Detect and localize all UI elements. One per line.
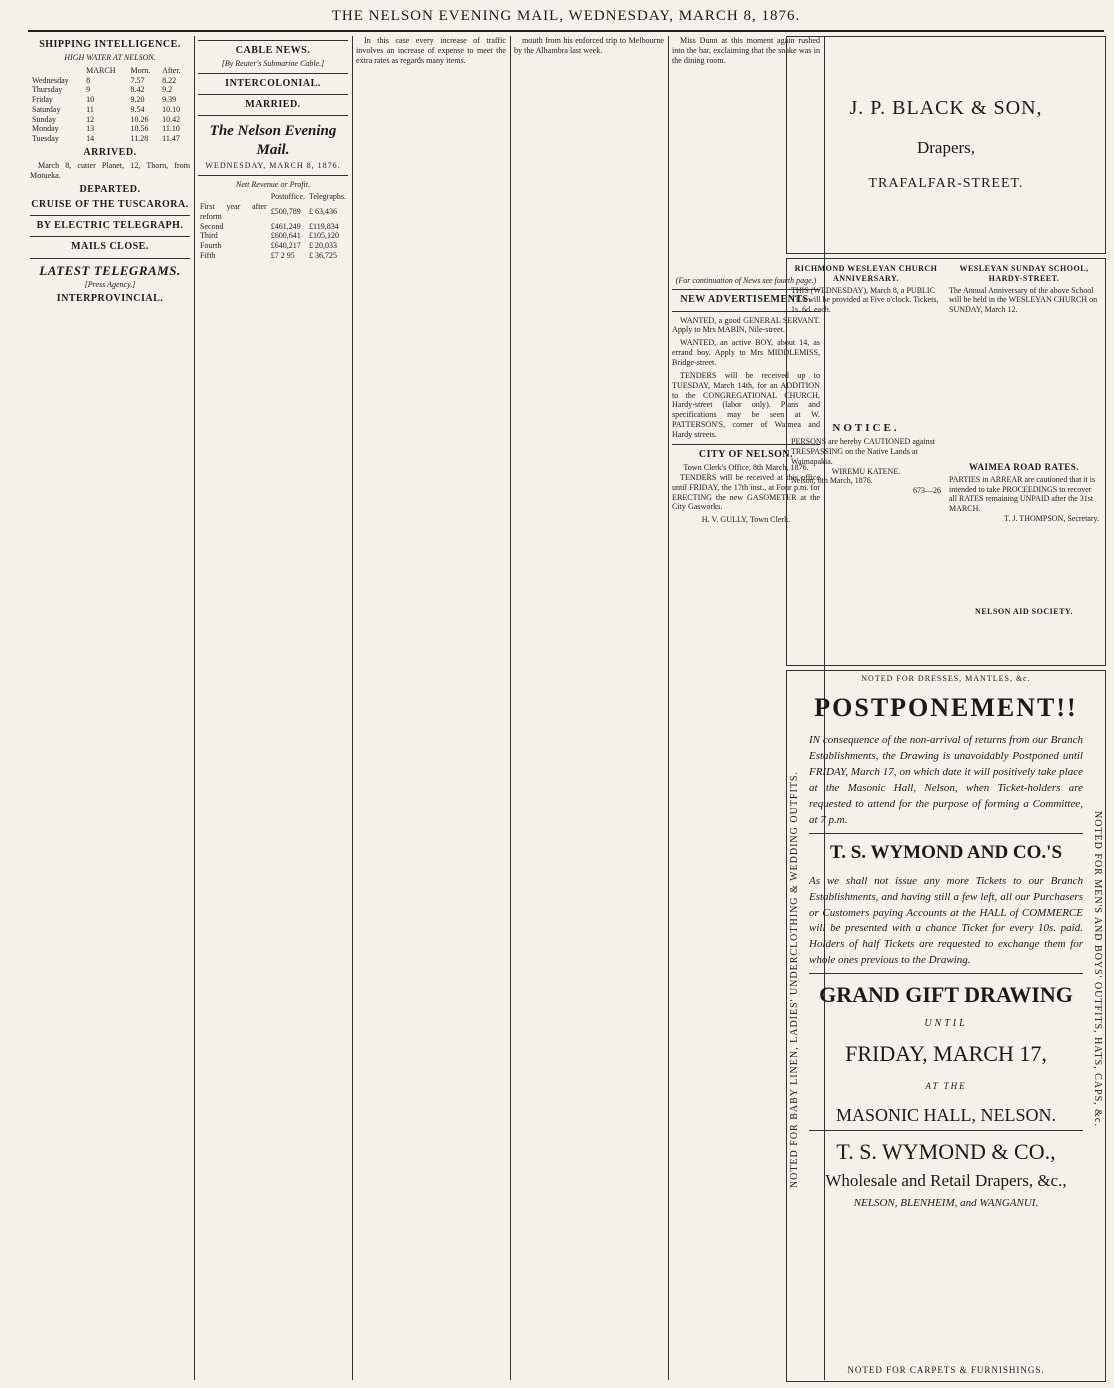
wymond-body: As we shall not issue any more Tickets to our Branch Establishments, and having still a few left, all our Purchasers or Customers paying Accounts at the HALL of COMMERCE will be presented with a chance Ticket for every 10s. paid. Holders of half Tickets are requested to exchange them for whole ones previous to the Drawing. [809, 874, 1083, 967]
masthead: THE NELSON EVENING MAIL, WEDNESDAY, MARCH 8, 1876. [28, 8, 1104, 32]
tide-afternoon: 10.10 [162, 104, 181, 114]
until-label: UNTIL [924, 1018, 968, 1030]
divider [198, 94, 348, 95]
tide-day: Monday [32, 124, 59, 134]
black-and-son-name: J. P. BLACK & SON, [849, 97, 1043, 119]
tide-afternoon: 8.22 [162, 75, 177, 85]
masonic-hall: MASONIC HALL, NELSON. [836, 1105, 1056, 1126]
table-row [198, 241, 348, 251]
aid-society-heading: NELSON AID SOCIETY. [975, 607, 1073, 616]
revenue-postoffice: £500,789 [270, 207, 301, 217]
waimea-rates-ad [949, 459, 1099, 524]
revenue-header-row [198, 192, 348, 202]
wymond-company: T. S. WYMOND & CO., [836, 1139, 1056, 1165]
postponement-heading: POSTPONEMENT!! [814, 693, 1078, 722]
classified-ads-grid [786, 258, 1106, 666]
tide-day: Thursday [32, 85, 63, 95]
tide-morning: 10.26 [130, 114, 149, 124]
tide-day: Sunday [32, 114, 56, 124]
arrived-heading: ARRIVED. [83, 146, 137, 158]
article-paragraph: mouth from his enforced trip to Melbourne by the Alhambra last week. [514, 36, 664, 55]
divider [809, 973, 1083, 974]
article-paragraph: In this case every increase of traffic involves an increase of expense to meet the extra rates as regards many items. [356, 36, 506, 65]
divider [30, 236, 190, 237]
table-row [198, 202, 348, 222]
press-agency-note: [Press Agency.] [84, 280, 136, 290]
notice-body: PERSONS are hereby CAUTIONED against TRESPASSING on the Native Lands at Waimapakia. [791, 437, 935, 466]
interprovincial-heading: INTERPROVINCIAL. [56, 293, 164, 305]
richmond-church-ad [791, 261, 941, 315]
revenue-header-cell: Telegraphs. [309, 192, 346, 202]
waimea-heading: WAIMEA ROAD RATES. [968, 462, 1080, 472]
aid-society-ad [949, 604, 1099, 619]
table-row [30, 134, 190, 144]
divider [198, 40, 348, 41]
revenue-table-caption: Nett Revenue or Profit. [236, 179, 310, 189]
intercolonial-heading: INTERCOLONIAL. [225, 77, 321, 89]
divider [198, 73, 348, 74]
tide-day: Saturday [32, 104, 61, 114]
tide-morning: 9.20 [130, 95, 145, 105]
revenue-year: Third [200, 231, 218, 241]
tide-header-cell [30, 66, 84, 76]
tide-day: Tuesday [32, 134, 59, 144]
richmond-heading: RICHMOND WESLEYAN CHURCH ANNIVERSARY. [794, 264, 938, 283]
tide-afternoon: 10.42 [162, 114, 181, 124]
noted-left-banner: NOTED FOR BABY LINEN, LADIES' UNDERCLOTHING & WEDDING OUTFITS. [789, 771, 800, 1189]
grand-gift-drawing: GRAND GIFT DRAWING [819, 982, 1073, 1008]
departed-heading: DEPARTED. [79, 183, 141, 195]
noted-right-banner: NOTED FOR MEN'S AND BOYS' OUTFITS, HATS, CAPS, &c. [1092, 811, 1103, 1127]
notice-date: Nelson, 8th March, 1876. [791, 476, 873, 486]
revenue-postoffice: £640,217 [270, 241, 301, 251]
tide-date: 10 [86, 95, 95, 105]
tide-date: 12 [86, 114, 95, 124]
tide-day: Wednesday [32, 75, 69, 85]
divider [30, 258, 190, 259]
column-rule [194, 36, 195, 1380]
high-water-subheading: HIGH WATER AT NELSON. [64, 53, 156, 63]
classified-ad: WANTED, an active BOY, about 14, as errand boy. Apply to Mrs MIDDLEMISS, Bridge-street. [672, 338, 820, 367]
tide-morning: 10.56 [130, 124, 149, 134]
waimea-body: PARTIES in ARREAR are cautioned that it is intended to take PROCEEDINGS to recover all RATES remaining UNPAID after the 31st MARCH. [949, 474, 1096, 514]
table-row [30, 95, 190, 105]
reuters-note: [By Reuter's Submarine Cable.] [221, 59, 325, 69]
continuation-note: (For continuation of News see fourth page.) [675, 275, 817, 285]
table-row [30, 105, 190, 115]
divider [198, 115, 348, 116]
tide-morning: 8.42 [130, 85, 145, 95]
table-row [198, 231, 348, 241]
tide-date: 14 [86, 134, 95, 144]
waimea-signature: T. J. THOMPSON, Secretary. [1004, 513, 1099, 523]
column-editorial [356, 36, 506, 1380]
tide-afternoon: 11.47 [162, 134, 180, 144]
towns-line: NELSON, BLENHEIM, and WANGANUI. [853, 1197, 1039, 1210]
revenue-telegraphs: £ 20,033 [309, 241, 338, 251]
tide-date: 13 [86, 124, 95, 134]
revenue-telegraphs: £119,834 [309, 221, 339, 231]
revenue-year: First year after reform [200, 202, 267, 221]
wymond-advert [786, 670, 1106, 1382]
mails-heading: MAILS CLOSE. [71, 241, 149, 253]
cruise-heading: CRUISE OF THE TUSCARORA. [31, 199, 189, 211]
column-rule [510, 36, 511, 1380]
friday-date: FRIDAY, MARCH 17, [845, 1041, 1047, 1067]
divider [30, 215, 190, 216]
tide-morning: 9.54 [130, 104, 145, 114]
column-cable [198, 36, 348, 1380]
revenue-postoffice: £461,249 [270, 221, 301, 231]
revenue-postoffice: £600,641 [270, 231, 301, 241]
black-and-son-street: TRAFALFAR-STREET. [868, 176, 1024, 191]
noted-top-banner: NOTED FOR DRESSES, MANTLES, &c. [861, 674, 1031, 683]
paper-date: WEDNESDAY, MARCH 8, 1876. [205, 160, 341, 170]
tide-table [30, 66, 190, 144]
column-shipping [30, 36, 190, 1380]
table-row [198, 222, 348, 232]
postponement-body: IN consequence of the non-arrival of returns from our Branch Establishments, the Drawing is unavoidably Postponed until FRIDAY, March 17, on which date it will positively take place at the Masonic Hall, Nelson, when Ticket-holders are requested to attend for the purpose of forming a Committee, at 7 p.m. [809, 734, 1083, 826]
at-the-label: AT THE [925, 1081, 967, 1092]
divider [198, 175, 348, 176]
cable-news-heading: CABLE NEWS. [235, 45, 311, 56]
table-row [30, 85, 190, 95]
tide-morning: 11.28 [130, 134, 149, 144]
notice-ad [791, 419, 941, 496]
wymond-advert-body [809, 687, 1083, 1209]
tide-date: 9 [86, 85, 91, 95]
tide-date: 8 [86, 75, 91, 85]
notice-heading: NOTICE. [832, 422, 900, 434]
revenue-telegraphs: £ 63,436 [309, 207, 338, 217]
revenue-year: Fourth [200, 241, 222, 251]
revenue-year: Fifth [200, 250, 216, 260]
black-and-son-trade: Drapers, [916, 138, 976, 157]
revenue-header-cell: Postoffice. [270, 192, 306, 202]
married-heading: MARRIED. [245, 99, 301, 111]
table-row [198, 251, 348, 261]
shipping-heading: SHIPPING INTELLIGENCE. [39, 39, 181, 50]
tide-afternoon: 9.2 [162, 85, 173, 95]
tide-day: Friday [32, 95, 53, 105]
town-clerk-signature: H. V. GULLY, Town Clerk. [701, 515, 791, 525]
tide-header-cell: Morn. [130, 65, 151, 75]
article-paragraph: Miss Dunn at this moment again rushed into the bar, exclaiming that the snake was in the dining room. [672, 36, 820, 65]
tide-table-header [30, 66, 190, 76]
column-rule [352, 36, 353, 1380]
tide-morning: 7.57 [130, 75, 145, 85]
revenue-table [198, 192, 348, 260]
divider [809, 1130, 1083, 1131]
sunday-school-heading: WESLEYAN SUNDAY SCHOOL, HARDY-STREET. [959, 264, 1089, 283]
revenue-telegraphs: £ 36,725 [309, 250, 338, 260]
telegraph-heading: BY ELECTRIC TELEGRAPH. [36, 220, 184, 232]
tide-afternoon: 11.10 [162, 124, 180, 134]
revenue-header-cell [198, 192, 269, 202]
new-advertisements-heading: NEW ADVERTISEMENTS. [680, 294, 812, 306]
town-clerk-office: Town Clerk's Office, 8th March, 1876. [683, 463, 809, 473]
notice-signature: WIREMU KATENE. [831, 466, 901, 476]
noted-bottom-banner: NOTED FOR CARPETS & FURNISHINGS. [847, 1365, 1045, 1375]
tide-afternoon: 9.39 [162, 95, 177, 105]
classified-ad: TENDERS will be received up to TUESDAY, March 14th, for an ADDITION to the CONGREGATIONAL CHURCH, Hardy-street (labor only). Plans and specifications may be seen at W. PATTERSON'S, corner of Waimea and Hardy streets. [672, 370, 820, 439]
wholesale-line: Wholesale and Retail Drapers, &c., [825, 1171, 1067, 1191]
revenue-year: Second [200, 221, 224, 231]
paper-title: The Nelson Evening Mail. [209, 123, 337, 158]
black-and-son-ad [786, 36, 1106, 254]
revenue-telegraphs: £105,120 [309, 231, 340, 241]
tide-header-cell: After. [162, 65, 181, 75]
sunday-school-body: The Annual Anniversary of the above School will be held in the WESLEYAN CHURCH on SUNDAY, March 12. [949, 285, 1098, 314]
column-rule [668, 36, 669, 1380]
richmond-body: THIS (WEDNESDAY), March 8, a PUBLIC TEA will be provided at Five o'clock. Tickets, 1s. 6d. each. [791, 285, 939, 314]
sunday-school-ad [949, 261, 1099, 315]
table-row [30, 124, 190, 134]
column-news [514, 36, 664, 1380]
city-of-nelson-heading: CITY OF NELSON. [698, 448, 794, 460]
arrival-paragraph: March 8, cutter Planet, 12, Thorn, from Motueka. [30, 161, 190, 180]
divider [809, 833, 1083, 834]
tide-header-cell: MARCH [86, 65, 116, 75]
tide-date: 11 [86, 104, 94, 114]
revenue-postoffice: £7 2 95 [270, 250, 295, 260]
wymond-heading: T. S. WYMOND AND CO.'S [829, 841, 1063, 863]
table-row [30, 76, 190, 86]
latest-telegrams-heading: LATEST TELEGRAMS. [39, 262, 181, 278]
gasometer-tender: TENDERS will be received at this office until FRIDAY, the 17th inst., at Four p.m. for ERECTING the new GASOMETER at the City Gasworks. [672, 472, 820, 512]
classified-ad: WANTED, a good GENERAL SERVANT. Apply to Mrs MABIN, Nile-street. [672, 315, 820, 335]
table-row [30, 115, 190, 125]
notice-reference: 673—26 [913, 486, 941, 496]
